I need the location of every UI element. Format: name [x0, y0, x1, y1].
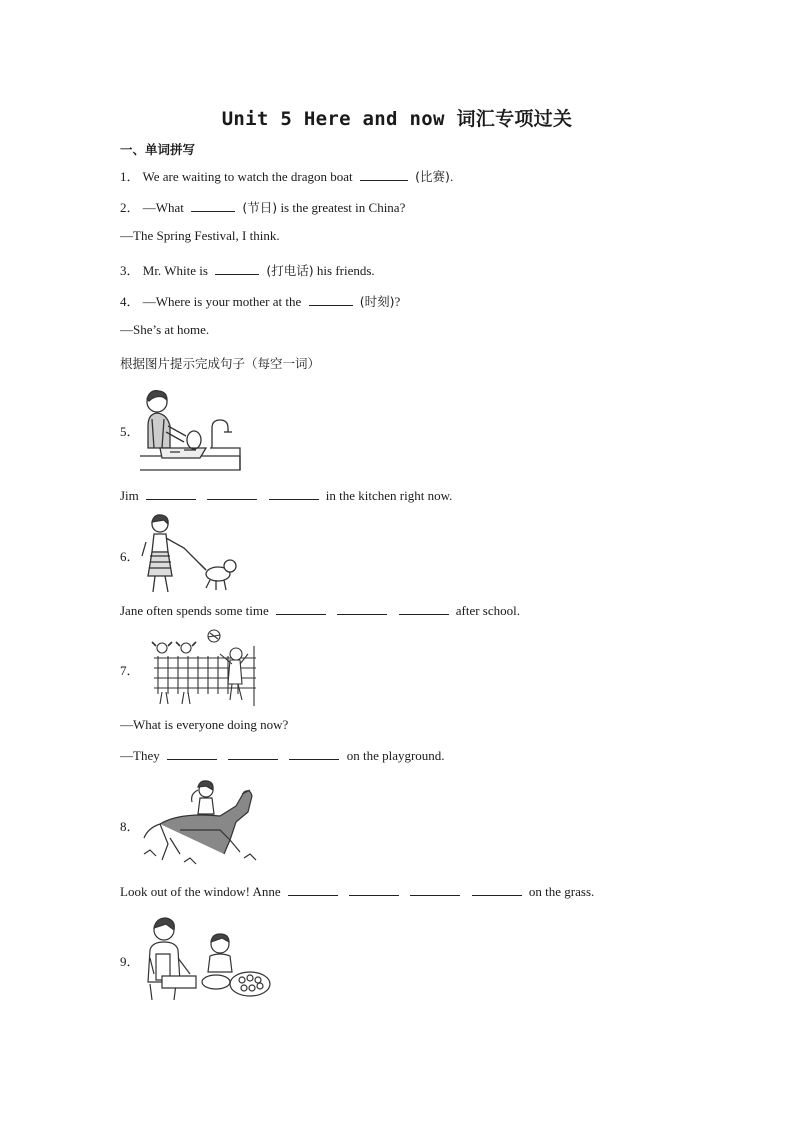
answer-blank[interactable]	[269, 488, 319, 500]
kids-playing-volleyball-picture	[140, 628, 260, 708]
sentence-start: Jane often spends some time	[120, 603, 269, 618]
answer-blank[interactable]	[360, 169, 408, 181]
question-6-number: 6．	[120, 549, 140, 564]
question-7-number: 7．	[120, 663, 140, 678]
question-2	[120, 197, 405, 216]
hint: (打电话)	[266, 263, 314, 278]
answer-blank[interactable]	[472, 884, 522, 896]
hint: (比赛)	[415, 169, 450, 184]
girl-walking-dog-picture	[140, 512, 240, 596]
sentence-end: on the grass.	[528, 884, 595, 899]
question-7-sentence	[120, 748, 445, 764]
answer-blank[interactable]	[207, 488, 257, 500]
question-4	[120, 291, 400, 310]
question-text: We are waiting to watch the dragon boat	[142, 169, 353, 184]
answer-blank[interactable]	[146, 488, 196, 500]
title-chinese: 词汇专项过关	[456, 108, 573, 130]
answer-blank[interactable]	[399, 603, 449, 615]
question-number: 4．	[120, 294, 140, 309]
answer-blank[interactable]	[228, 748, 278, 760]
mother-and-boy-making-dumplings-picture	[140, 914, 272, 1002]
question-6-sentence	[120, 603, 520, 619]
answer-blank[interactable]	[191, 200, 235, 212]
question-number: 3．	[120, 263, 140, 278]
question-9-number: 9．	[120, 954, 140, 969]
answer-blank[interactable]	[167, 748, 217, 760]
answer-blank[interactable]	[289, 748, 339, 760]
question-8-number: 8．	[120, 819, 140, 834]
answer-blank[interactable]	[349, 884, 399, 896]
answer-line-2: —The Spring Festival, I think.	[120, 228, 280, 243]
question-3	[120, 260, 375, 279]
title-english: Unit 5 Here and now	[221, 108, 445, 130]
question-text-end: ?	[394, 294, 401, 309]
question-8-sentence	[120, 884, 594, 900]
section-heading-picture: 根据图片提示完成句子（每空一词）	[120, 356, 321, 371]
question-number: 1．	[120, 169, 140, 184]
hint: (节日)	[242, 200, 278, 215]
question-number: 2．	[120, 200, 140, 215]
answer-blank[interactable]	[288, 884, 338, 896]
girl-riding-horse-picture	[140, 778, 266, 870]
answer-blank[interactable]	[276, 603, 326, 615]
question-1	[120, 166, 453, 185]
sentence-end: in the kitchen right now.	[325, 488, 453, 503]
question-5-sentence	[120, 488, 452, 504]
sentence-end: after school.	[455, 603, 521, 618]
answer-line-4: —She’s at home.	[120, 322, 210, 337]
sentence-end: on the playground.	[346, 748, 445, 763]
hint: (时刻)	[359, 294, 395, 309]
question-text-end: is the greatest in China?	[280, 200, 406, 215]
question-text-end: his friends.	[316, 263, 375, 278]
question-7-prompt: —What is everyone doing now?	[120, 717, 289, 732]
question-text: —What	[142, 200, 184, 215]
boy-washing-dishes-picture	[140, 386, 244, 472]
answer-blank[interactable]	[337, 603, 387, 615]
question-text: Mr. White is	[142, 263, 208, 278]
question-5-number: 5．	[120, 424, 140, 439]
question-text: —Where is your mother at the	[142, 294, 302, 309]
answer-blank[interactable]	[309, 294, 353, 306]
sentence-start: —They	[120, 748, 160, 763]
sentence-start: Look out of the window! Anne	[120, 884, 281, 899]
question-text-end: .	[449, 169, 454, 184]
section-heading-spelling: 一、单词拼写	[120, 142, 196, 157]
page-title	[0, 104, 794, 131]
answer-blank[interactable]	[215, 263, 259, 275]
answer-blank[interactable]	[410, 884, 460, 896]
sentence-start: Jim	[120, 488, 139, 503]
